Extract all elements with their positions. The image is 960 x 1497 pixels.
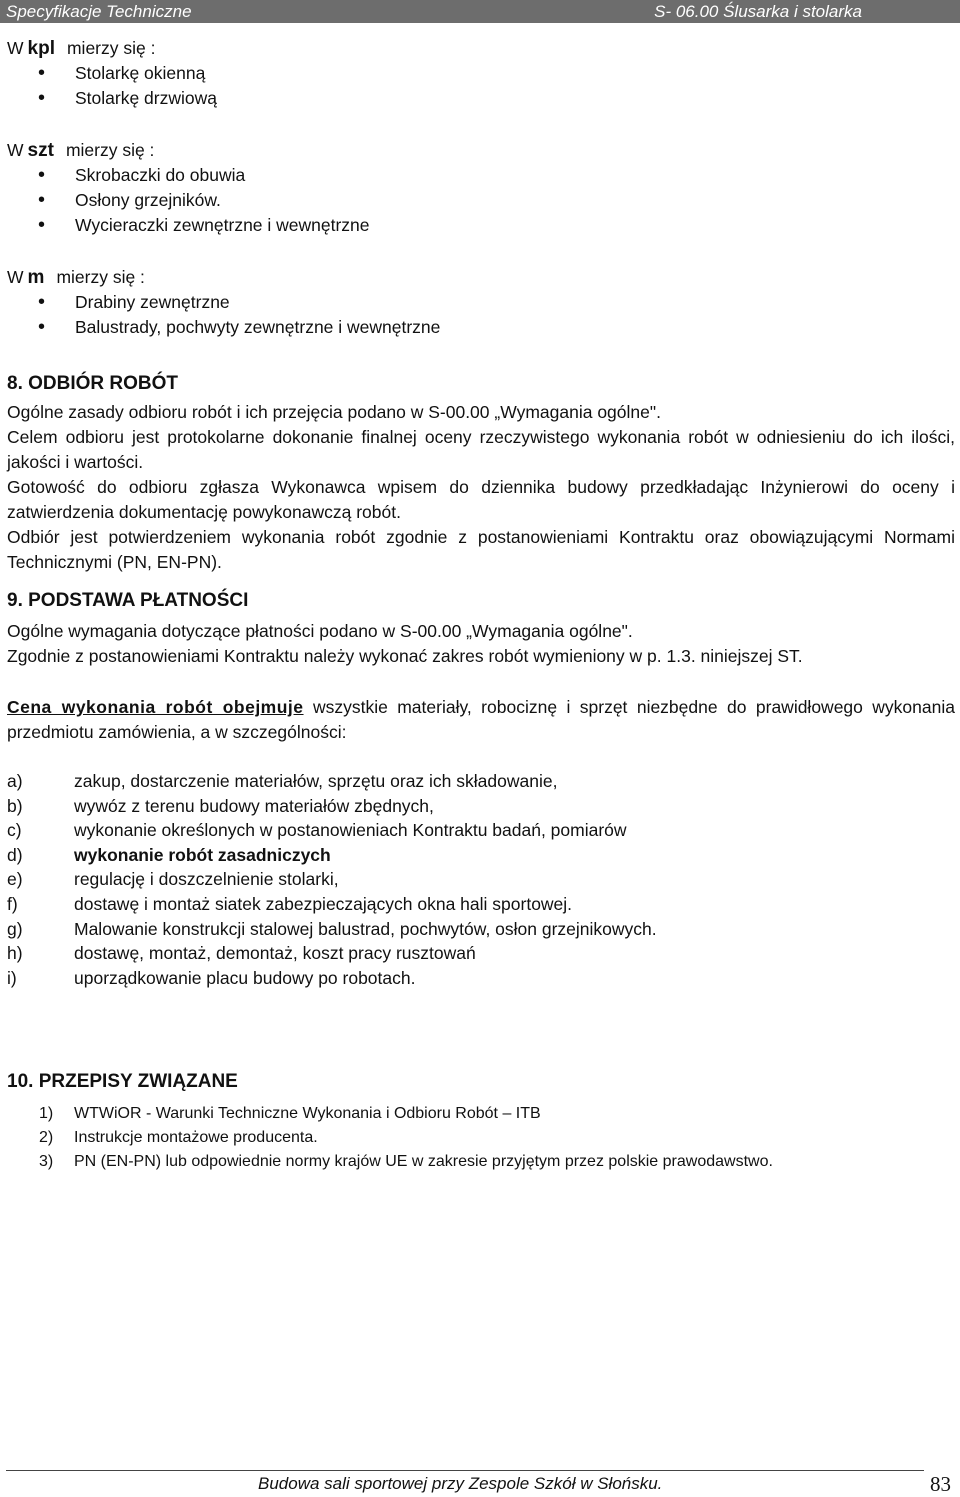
section8-paragraph: Odbiór jest potwierdzeniem wykonania robót zgodnie z postanowieniami Kontraktu oraz obowiązującymi Normami Technicznymi (PN, EN-PN). [7,527,955,572]
list-item-label: c) [7,820,22,841]
list-item [7,769,955,794]
list-item: • Balustrady, pochwyty zewnętrzne i wewnętrzne [7,315,955,340]
list-item-text: dostawę, montaż, demontaż, koszt pracy rusztowań [74,943,476,964]
list-item-label: b) [7,795,23,816]
list-item [7,1102,955,1126]
list-item-label: i) [7,967,17,988]
section8-heading: 8. ODBIÓR ROBÓT [7,373,179,394]
list-item [7,941,955,966]
list-item-text: wykonanie robót zasadniczych [74,844,331,865]
footer-text: Budowa sali sportowej przy Zespole Szkół w Słońsku. [258,1474,663,1493]
list-item: • Skrobaczki do obuwia [7,163,955,188]
measure-m-line [7,265,955,290]
page-header [0,0,960,23]
section9-paragraph: Ogólne wymagania dotyczące płatności podano w S-00.00 „Wymagania ogólne". [7,621,633,641]
list-item [7,843,955,868]
cena-paragraph [7,695,955,745]
list-item-text: WTWiOR - Warunki Techniczne Wykonania i Odbioru Robót – ITB [74,1105,541,1123]
list-item: • Drabiny zewnętrzne [7,290,955,315]
measure-szt-line [7,138,955,163]
list-item-label: a) [7,771,23,791]
list-item-label: 1) [39,1105,54,1123]
list-item-text: wykonanie określonych w postanowieniach Kontraktu badań, pomiarów [74,820,627,841]
cena-items-list [7,769,955,990]
list-item-text: zakup, dostarczenie materiałów, sprzętu oraz ich składowanie, [74,771,558,791]
header-right: S- 06.00 Ślusarka i stolarka [654,2,862,21]
list-item-label: e) [7,869,23,890]
measure-m-list [7,290,955,340]
list-item-text: dostawę i montaż siatek zabezpieczających okna hali sportowej. [74,893,573,914]
list-item: • Stolarkę drzwiową [7,86,955,111]
footer-divider [6,1470,924,1471]
measure-unit: szt [27,140,54,161]
section8-paragraph: Ogólne zasady odbioru robót i ich przejęcia podano w S-00.00 „Wymagania ogólne". [7,402,661,422]
section8-paragraph: Gotowość do odbioru zgłasza Wykonawca wpisem do dziennika budowy przedkładając Inżynierowi do oceny i zatwierdzenia dokumentację powykonawczą robót. [7,477,955,522]
list-item-label: d) [7,844,23,865]
measure-kpl-list [7,61,955,111]
measure-unit: m [27,267,45,288]
list-item [7,818,955,843]
list-item-label: 3) [39,1153,54,1171]
list-item-label: h) [7,943,23,964]
list-item-text: PN (EN-PN) lub odpowiednie normy krajów UE w zakresie przyjętym przez polskie prawodawstwo. [74,1153,773,1171]
list-item [7,1126,955,1150]
cena-lead: Cena wykonania robót obejmuje [7,697,304,717]
list-item-label: g) [7,918,23,939]
measure-text: mierzy się : [66,38,156,58]
list-item-label: 2) [39,1129,54,1147]
list-item: • Osłony grzejników. [7,188,955,213]
document-body [7,36,955,1174]
header-left: Specyfikacje Techniczne [6,2,192,21]
regulations-list [7,1102,955,1174]
measure-text: mierzy się : [56,267,145,287]
list-item: • Stolarkę okienną [7,61,955,86]
list-item-label: f) [7,893,18,914]
measure-lead: W [7,267,24,287]
cena-rest: wszystkie materiały, robociznę i sprzęt niezbędne do prawidłowego wykonania przedmiotu zamówienia, a w szczególności: [7,697,955,742]
measure-kpl-line [7,36,955,61]
list-item-text: Instrukcje montażowe producenta. [74,1129,318,1147]
list-item-text: uporządkowanie placu budowy po robotach. [74,967,416,988]
list-item [7,794,955,819]
measure-lead: W [7,140,24,160]
section9-paragraph: Zgodnie z postanowieniami Kontraktu należy wykonać zakres robót wymieniony w p. 1.3. niniejszej ST. [7,646,803,666]
measure-unit: kpl [27,38,55,59]
list-item: • Wycieraczki zewnętrzne i wewnętrzne [7,213,955,238]
measure-szt-list [7,163,955,238]
list-item [7,892,955,917]
list-item-text: wywóz z terenu budowy materiałów zbędnych, [74,795,434,816]
list-item [7,867,955,892]
measure-lead: W [7,38,24,58]
section10-heading: 10. PRZEPISY ZWIĄZANE [7,1071,238,1093]
list-item [7,917,955,942]
section9-heading: 9. PODSTAWA PŁATNOŚCI [7,590,249,611]
measure-text: mierzy się : [65,140,155,160]
list-item [7,966,955,991]
list-item-text: Malowanie konstrukcji stalowej balustrad, pochwytów, osłon grzejnikowych. [74,918,657,939]
page-number: 83 [930,1472,951,1496]
section8-paragraph: Celem odbioru jest protokolarne dokonanie finalnej oceny rzeczywistego wykonania robót w odniesieniu do ich ilości, jakości i wartości. [7,427,955,472]
list-item-text: regulację i doszczelnienie stolarki, [74,869,339,890]
list-item [7,1150,955,1174]
